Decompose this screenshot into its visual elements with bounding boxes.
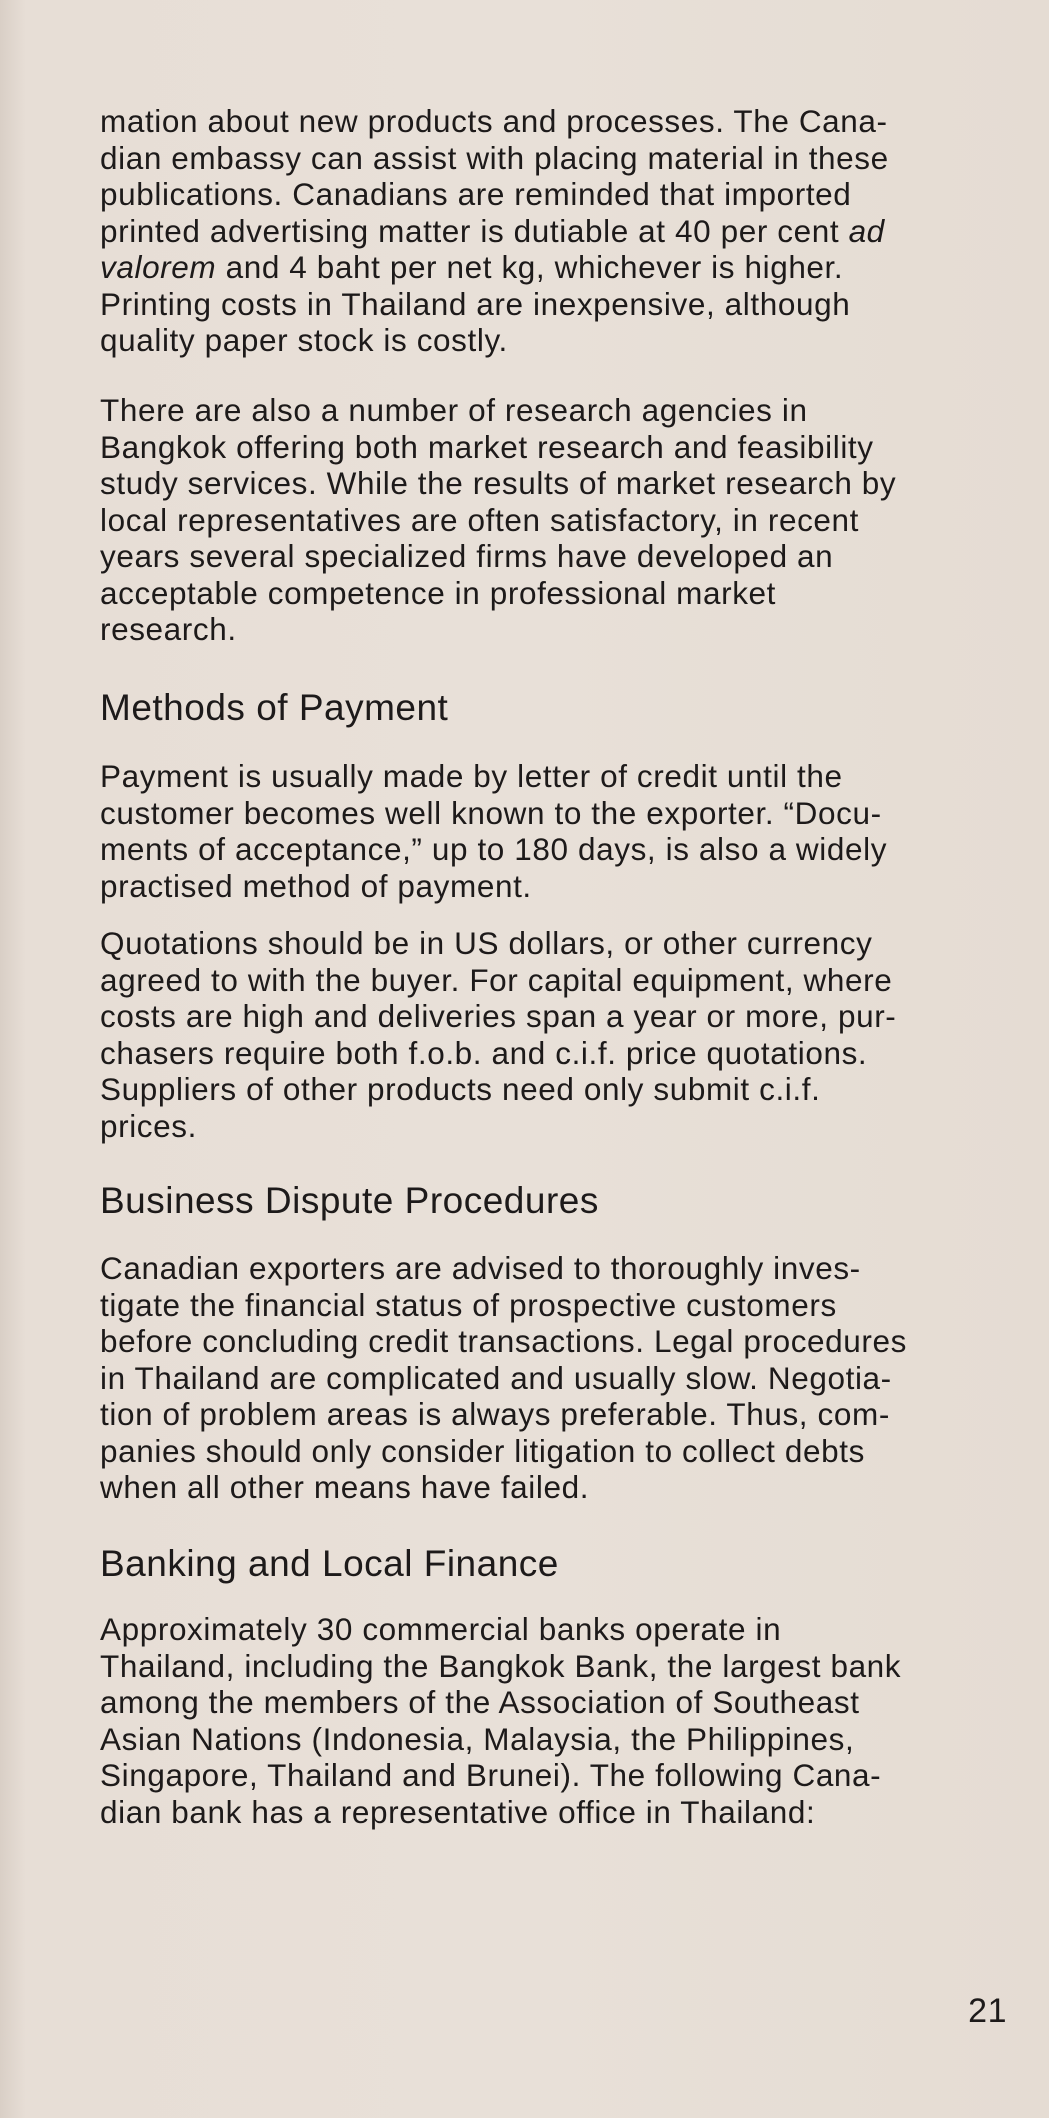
section-heading-banking-and-local-finance: Banking and Local Finance — [100, 1543, 559, 1584]
text-line: Quotations should be in US dollars, or other currency — [100, 925, 873, 961]
dispute-paragraph — [100, 1250, 1020, 1506]
text-line — [100, 249, 1020, 286]
text-line: Asian Nations (Indonesia, Malaysia, the Philippines, — [100, 1720, 855, 1757]
text-line: chasers require both f.o.b. and c.i.f. price quotations. — [100, 1034, 868, 1071]
research-paragraph — [100, 392, 1020, 648]
text-line: Printing costs in Thailand are inexpensive, although — [100, 285, 851, 322]
text-line: before concluding credit transactions. Legal procedures — [100, 1323, 907, 1359]
page-number: 21 — [968, 1992, 1007, 2030]
text-line: Bangkok offering both market research and feasibility — [100, 428, 874, 465]
text-line: Thailand, including the Bangkok Bank, the largest bank — [100, 1647, 902, 1684]
text-line: costs are high and deliveries span a year or more, pur- — [100, 998, 897, 1034]
text-line: ments of acceptance,” up to 180 days, is also a widely — [100, 831, 888, 867]
text-line: practised method of payment. — [100, 867, 532, 904]
section-heading-business-dispute-procedures: Business Dispute Procedures — [100, 1180, 599, 1221]
text-line: Singapore, Thailand and Brunei). The following Cana- — [100, 1757, 882, 1793]
text-line: Canadian exporters are advised to thoroughly inves- — [100, 1250, 861, 1286]
banking-paragraph — [100, 1611, 1020, 1830]
text-line: when all other means have failed. — [100, 1469, 590, 1505]
italic-term: valorem — [100, 249, 217, 285]
text-line: study services. While the results of market research by — [100, 465, 897, 501]
text-line: quality paper stock is costly. — [100, 322, 508, 358]
text-line: in Thailand are complicated and usually slow. Negotia- — [100, 1359, 892, 1396]
text-line: customer becomes well known to the exporter. “Docu- — [100, 794, 882, 831]
text-line: mation about new products and processes. The Cana- — [100, 103, 888, 139]
text-line — [100, 213, 1020, 250]
section-heading-methods-of-payment: Methods of Payment — [100, 687, 449, 728]
text-line: tion of problem areas is always preferable. Thus, com- — [100, 1396, 890, 1432]
text-line: dian embassy can assist with placing material in these — [100, 139, 889, 176]
text-line: local representatives are often satisfactory, in recent — [100, 501, 860, 538]
text-line: panies should only consider litigation to collect debts — [100, 1432, 865, 1469]
text-line: tigate the financial status of prospective customers — [100, 1286, 837, 1323]
text-line: dian bank has a representative office in Thailand: — [100, 1793, 816, 1830]
text-line: There are also a number of research agencies in — [100, 392, 808, 428]
text-line: research. — [100, 611, 237, 647]
text-line: Suppliers of other products need only submit c.i.f. — [100, 1071, 821, 1107]
text-line: publications. Canadians are reminded that imported — [100, 176, 852, 212]
text-line: Approximately 30 commercial banks operate in — [100, 1611, 782, 1647]
italic-term: ad — [848, 212, 885, 249]
text-line: agreed to with the buyer. For capital equipment, where — [100, 961, 893, 998]
intro-paragraph — [100, 103, 1020, 359]
text-line: prices. — [100, 1107, 197, 1144]
text-segment: and 4 baht per net kg, whichever is higher. — [216, 249, 844, 285]
payment-paragraph — [100, 758, 1020, 904]
text-line: Payment is usually made by letter of credit until the — [100, 758, 843, 794]
text-line: years several specialized firms have developed an — [100, 538, 834, 574]
quotations-paragraph — [100, 925, 1020, 1144]
text-line: acceptable competence in professional market — [100, 574, 777, 611]
text-segment: printed advertising matter is dutiable at 40 per cent — [100, 212, 849, 249]
text-line: among the members of the Association of Southeast — [100, 1684, 860, 1720]
